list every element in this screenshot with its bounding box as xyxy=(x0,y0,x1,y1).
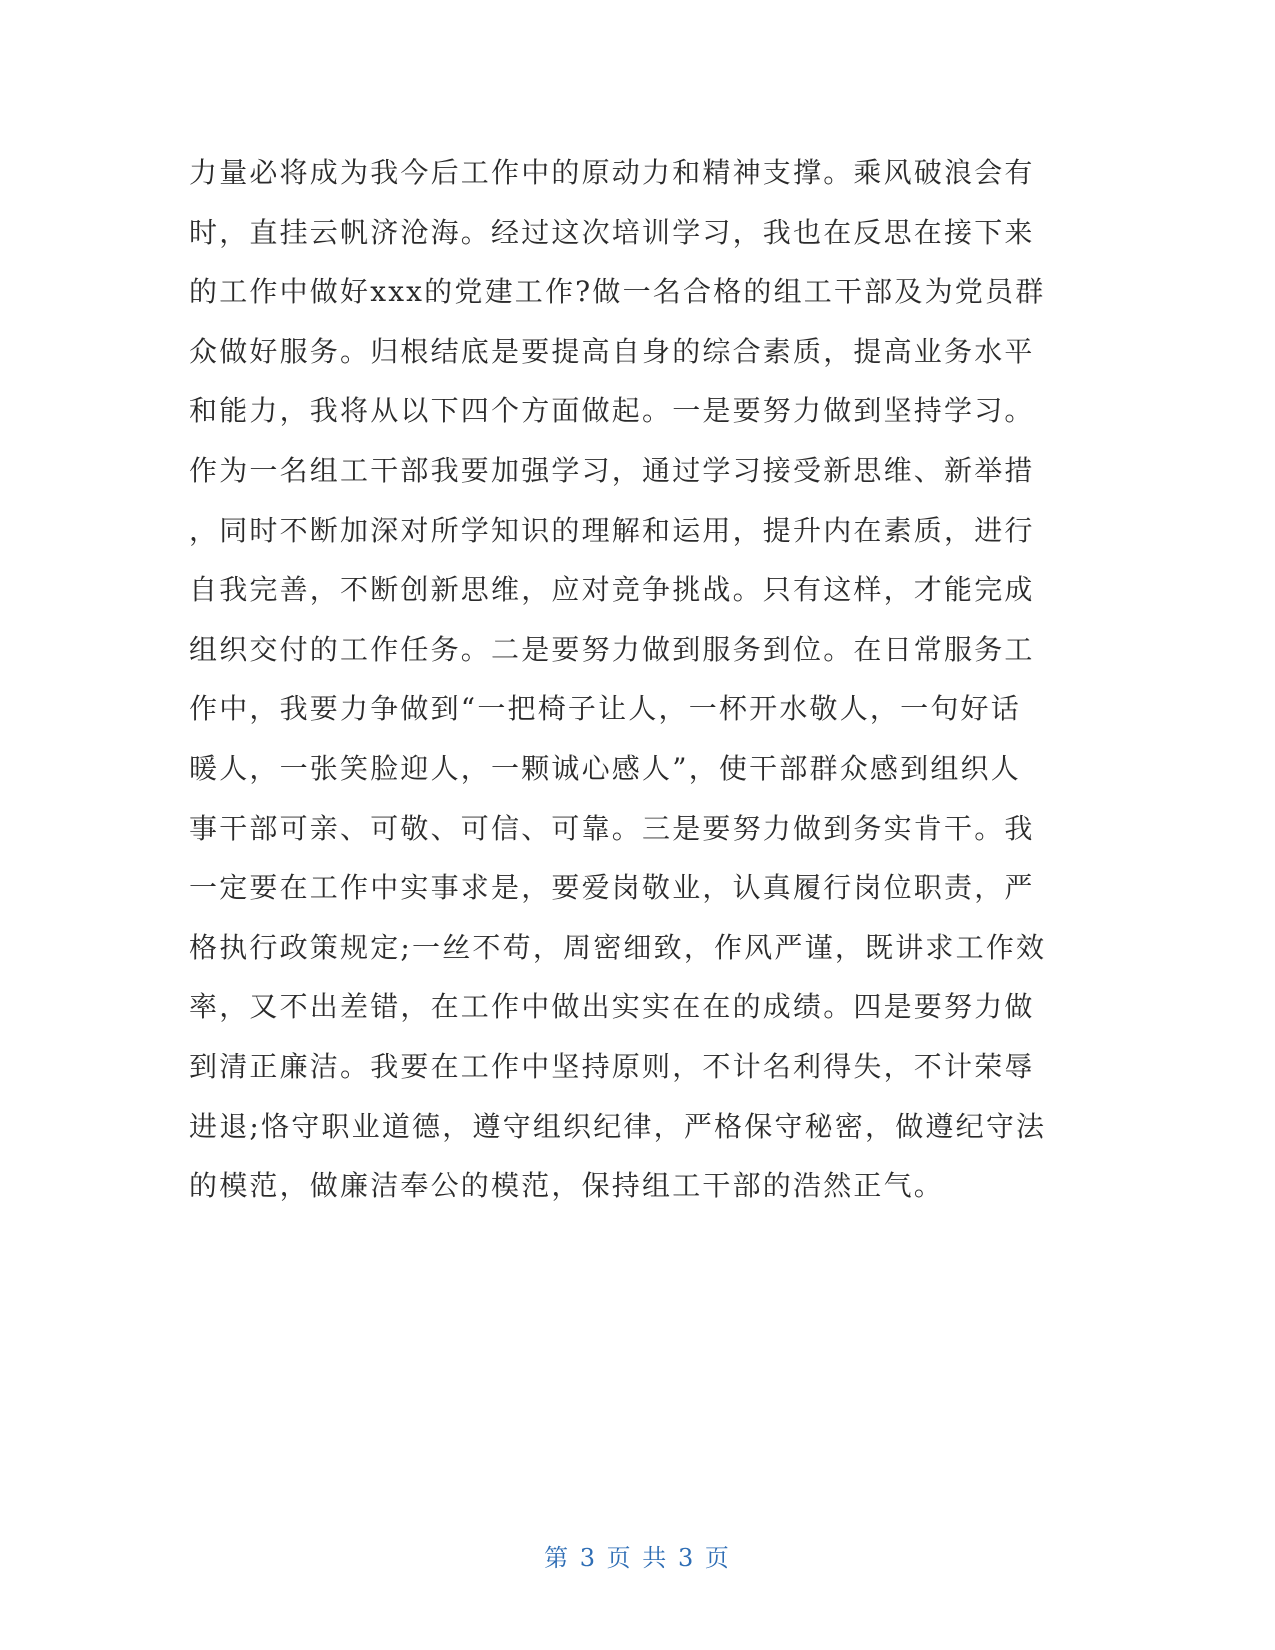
body-text xyxy=(189,143,1089,1216)
text-line: 暖人，一张笑脸迎人，一颗诚心感人”，使干部群众感到组织人 xyxy=(189,751,1021,785)
text-line: 作中，我要力争做到“一把椅子让人，一杯开水敬人，一句好话 xyxy=(189,692,1021,726)
text-line: 率，又不出差错，在工作中做出实实在在的成绩。四是要努力做 xyxy=(189,990,1035,1024)
page-footer xyxy=(0,1538,1275,1573)
text-line: 作为一名组工干部我要加强学习，通过学习接受新思维、新举措 xyxy=(189,453,1035,487)
text-line: 组织交付的工作任务。二是要努力做到服务到位。在日常服务工 xyxy=(189,632,1035,666)
text-line: ，同时不断加深对所学知识的理解和运用，提升内在素质，进行 xyxy=(189,513,1035,547)
text-line: 时，直挂云帆济沧海。经过这次培训学习，我也在反思在接下来 xyxy=(189,215,1035,249)
text-line: 事干部可亲、可敬、可信、可靠。三是要努力做到务实肯干。我 xyxy=(189,811,1035,845)
text-line: 格执行政策规定;一丝不苟，周密细致，作风严谨，既讲求工作效 xyxy=(189,930,1047,964)
text-line: 到清正廉洁。我要在工作中坚持原则，不计名利得失，不计荣辱 xyxy=(189,1049,1035,1083)
text-line: 进退;恪守职业道德，遵守组织纪律，严格保守秘密，做遵纪守法 xyxy=(189,1109,1047,1143)
text-line: 力量必将成为我今后工作中的原动力和精神支撑。乘风破浪会有 xyxy=(189,156,1035,189)
text-line: 的工作中做好xxx的党建工作?做一名合格的组工干部及为党员群 xyxy=(189,275,1046,309)
text-line: 一定要在工作中实事求是，要爱岗敬业，认真履行岗位职责，严 xyxy=(189,871,1035,905)
page-number: 第 3 页 共 3 页 xyxy=(544,1544,731,1572)
text-line: 的模范，做廉洁奉公的模范，保持组工干部的浩然正气。 xyxy=(189,1169,945,1203)
text-line: 众做好服务。归根结底是要提高自身的综合素质，提高业务水平 xyxy=(189,334,1035,368)
text-line: 自我完善，不断创新思维，应对竞争挑战。只有这样，才能完成 xyxy=(189,573,1035,607)
text-line: 和能力，我将从以下四个方面做起。一是要努力做到坚持学习。 xyxy=(189,394,1035,428)
